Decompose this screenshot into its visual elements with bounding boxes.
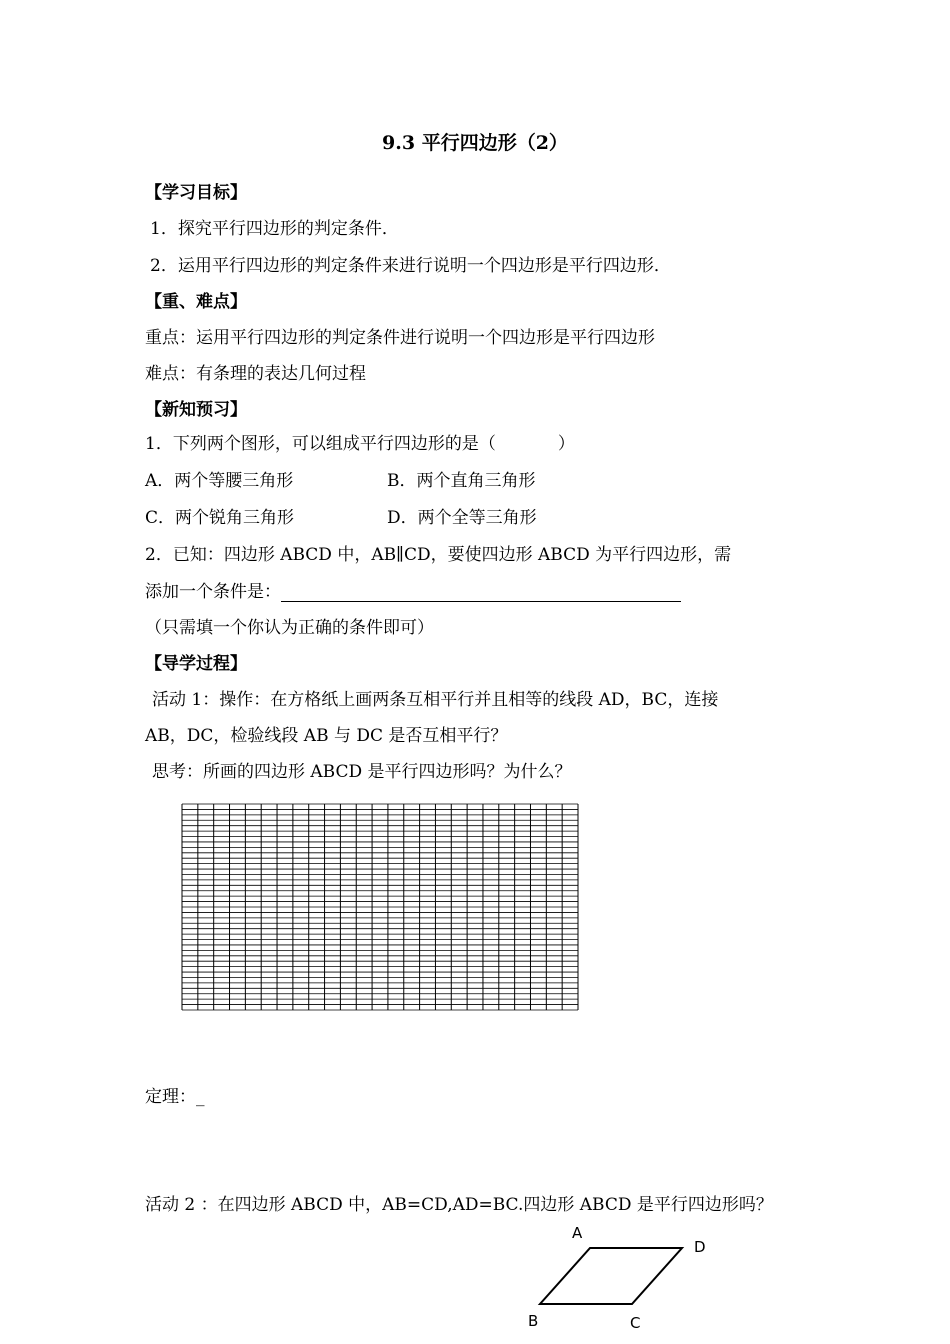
question-1-stem: [145, 434, 575, 454]
option-a: A．两个等腰三角形: [145, 471, 294, 491]
question-1-stem-prefix: 1．下列两个图形，可以组成平行四边形的是（: [145, 434, 496, 454]
goal-2: 2．运用平行四边形的判定条件来进行说明一个四边形是平行四边形．: [150, 256, 671, 276]
vertex-label-d: D: [694, 1238, 706, 1256]
question-1-stem-suffix: ）: [557, 434, 575, 454]
grid-paper: [181, 803, 581, 1013]
section-process: 【导学过程】: [145, 654, 247, 674]
activity-1-think: 思考：所画的四边形 ABCD 是平行四边形吗？为什么？: [152, 762, 572, 782]
section-key: 【重、难点】: [145, 292, 247, 312]
parallelogram-shape: [540, 1248, 682, 1304]
activity-1-line-1: 活动 1：操作：在方格纸上画两条互相平行并且相等的线段 AD，BC，连接: [152, 690, 719, 710]
option-d: D．两个全等三角形: [387, 508, 537, 528]
activity-2-line: 活动 2 ：在四边形 ABCD 中，AB=CD,AD=BC.四边形 ABCD 是平行四边形吗？: [145, 1195, 773, 1215]
difficulty: 难点：有条理的表达几何过程: [145, 364, 366, 384]
page-title: 9.3 平行四边形（2）: [382, 132, 568, 154]
question-2-line-1: 2．已知：四边形 ABCD 中，AB∥CD，要使四边形 ABCD 为平行四边形，需: [145, 545, 732, 565]
parallelogram-figure: [520, 1220, 720, 1340]
question-2-prompt: 添加一个条件是：: [145, 582, 281, 602]
vertex-label-b: B: [528, 1312, 539, 1330]
goal-1: 1．探究平行四边形的判定条件．: [150, 219, 399, 239]
theorem-line: 定理：_: [145, 1087, 205, 1107]
option-c: C．两个锐角三角形: [145, 508, 295, 528]
vertex-label-a: A: [572, 1224, 583, 1242]
fill-in-underline: [281, 585, 681, 602]
key-point: 重点：运用平行四边形的判定条件进行说明一个四边形是平行四边形: [145, 328, 655, 348]
question-2-note: （只需填一个你认为正确的条件即可）: [145, 618, 434, 638]
vertex-label-c: C: [630, 1314, 641, 1332]
section-goals: 【学习目标】: [145, 183, 247, 203]
option-b: B．两个直角三角形: [387, 471, 536, 491]
section-preview: 【新知预习】: [145, 400, 247, 420]
activity-1-line-2: AB，DC，检验线段 AB 与 DC 是否互相平行？: [145, 726, 508, 746]
question-2-line-2: [145, 582, 681, 602]
